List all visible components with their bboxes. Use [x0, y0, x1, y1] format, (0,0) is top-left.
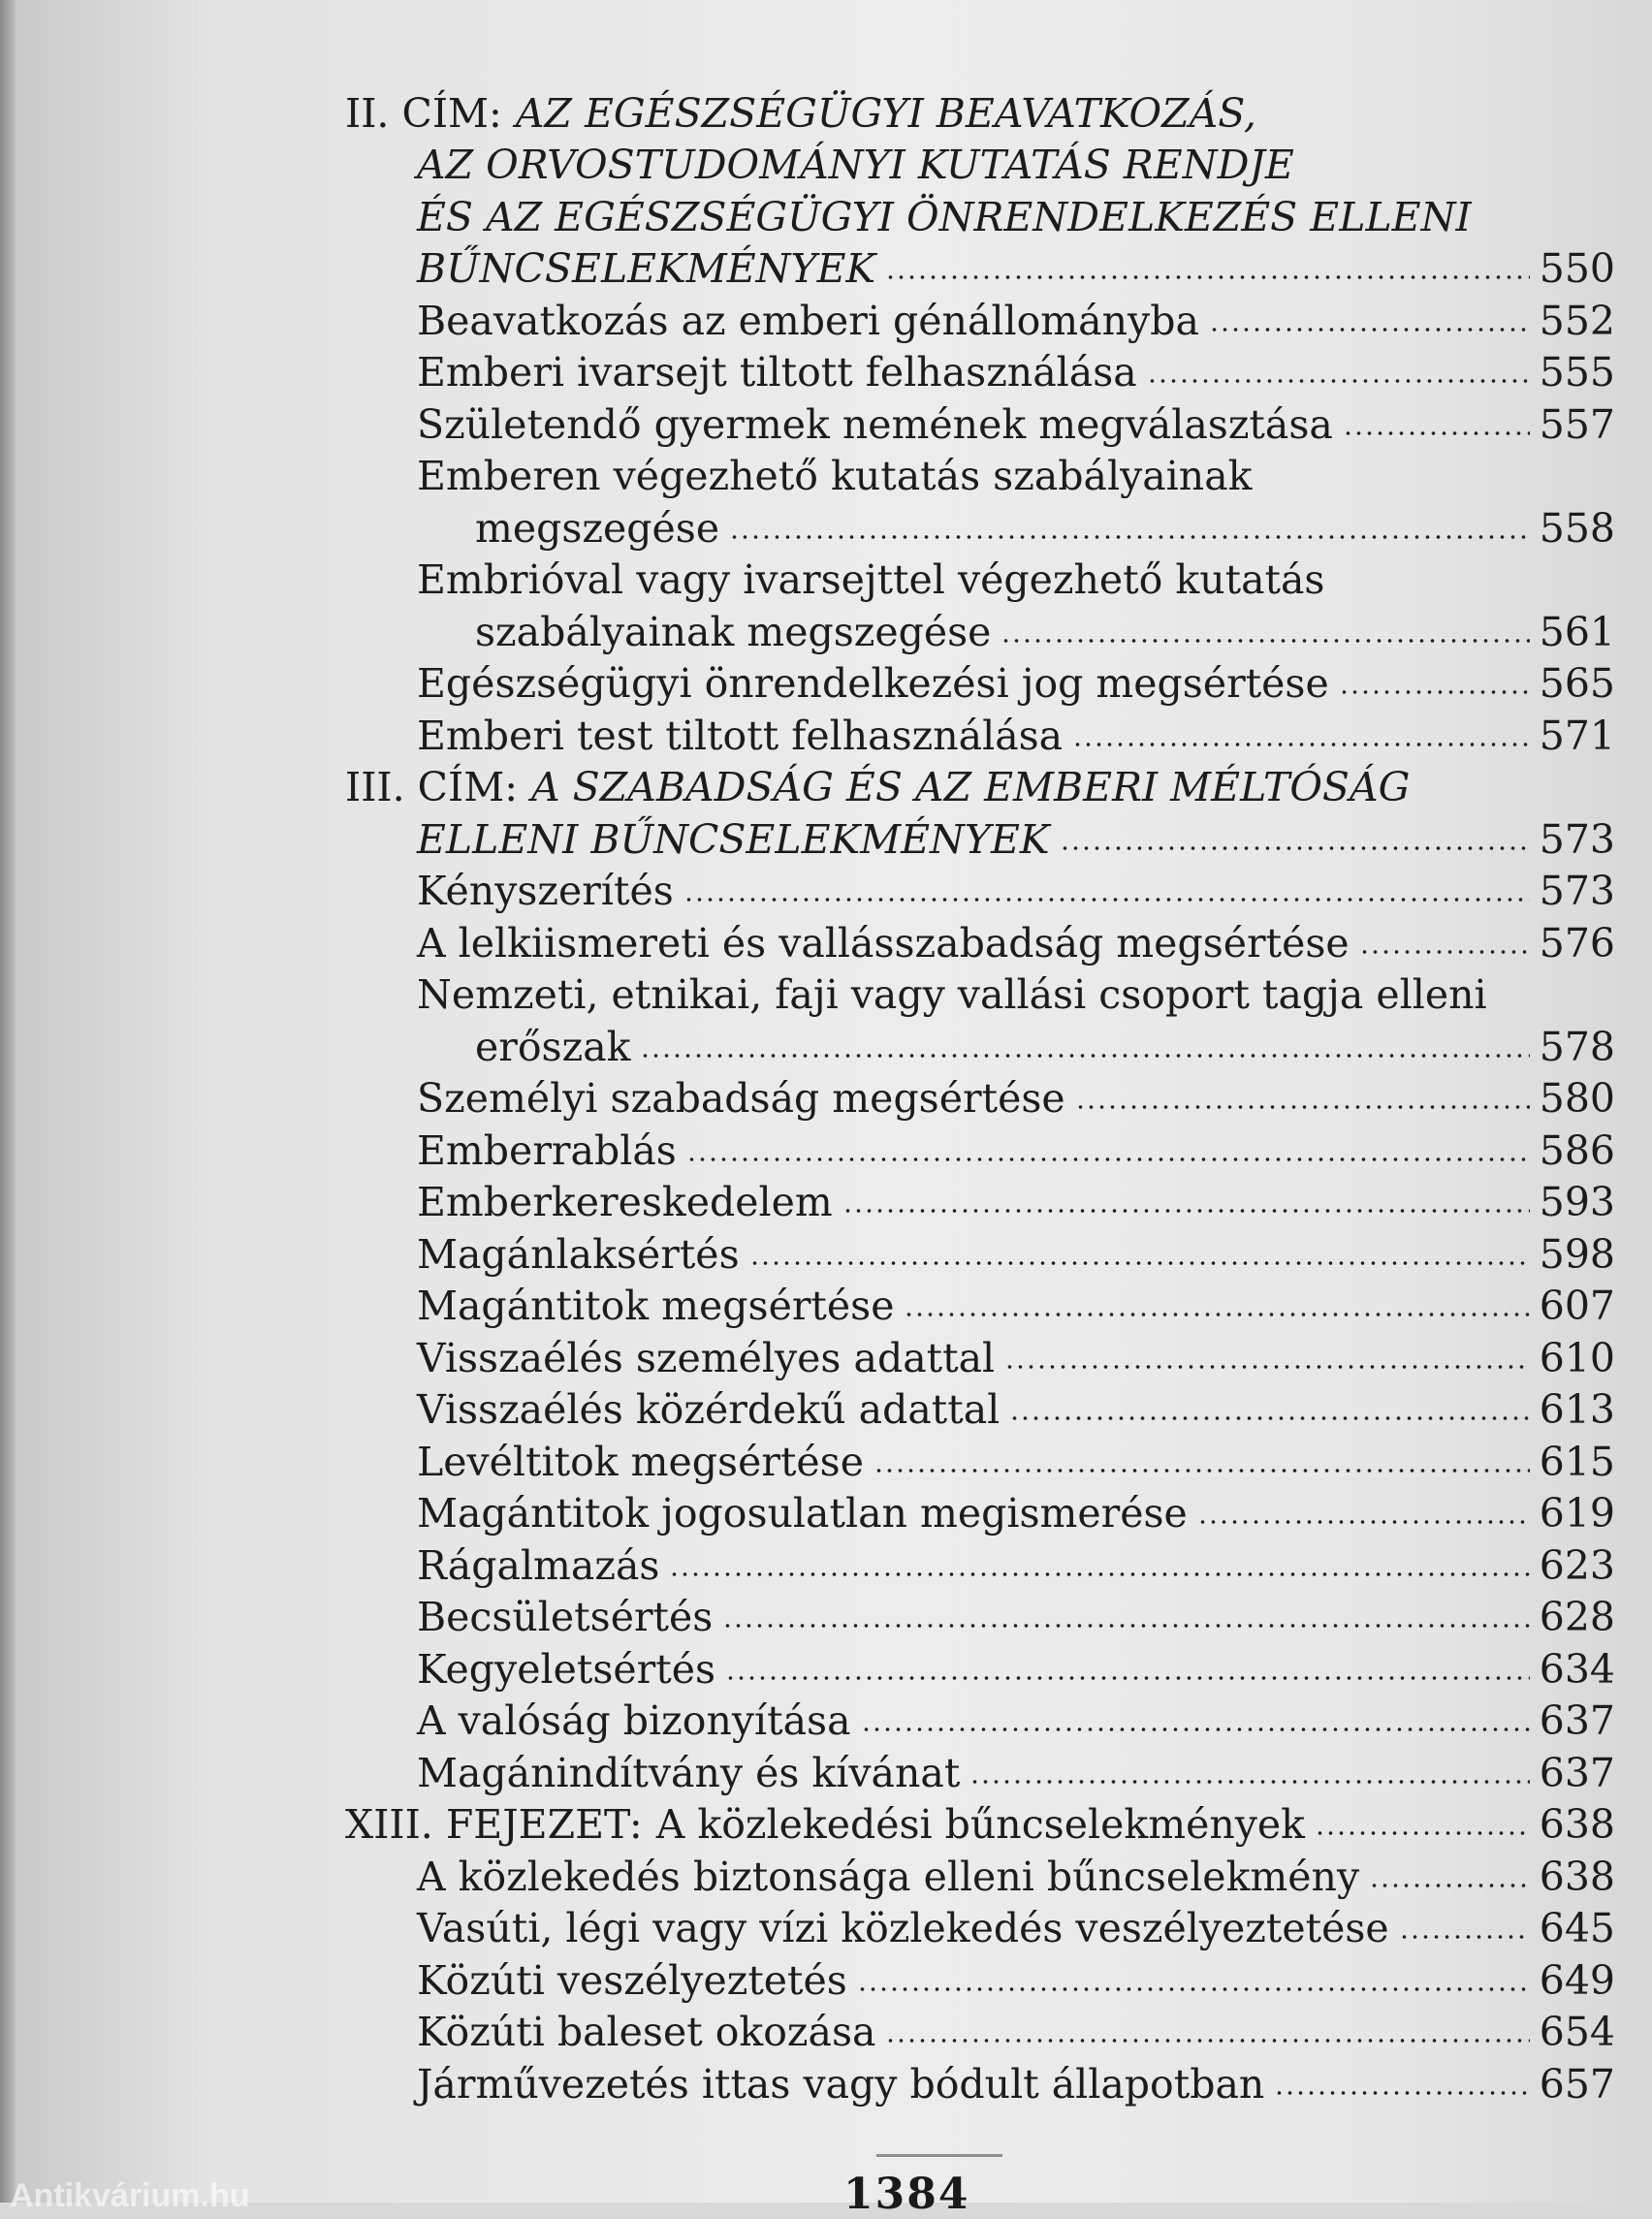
dot-leader	[1004, 1361, 1530, 1373]
toc-entry-page: 623	[1539, 1541, 1615, 1589]
toc-entry-page: 580	[1539, 1075, 1615, 1122]
toc-entry-page: 586	[1539, 1126, 1615, 1174]
toc-entry-title: erőszak	[475, 1023, 631, 1070]
toc-entry-page: 637	[1539, 1697, 1615, 1744]
toc-entry-title: A valóság bizonyítása	[417, 1697, 851, 1744]
toc-entry	[330, 1637, 1625, 1693]
toc-entry-page: 628	[1539, 1594, 1615, 1640]
toc-entry	[330, 1690, 1625, 1742]
dot-leader	[1001, 635, 1529, 647]
book-page	[16, 0, 1636, 2203]
toc-entry	[330, 1222, 1625, 1278]
toc-entry-page: 598	[1539, 1230, 1615, 1278]
toc-entry-title: A közlekedési bűncselekmények	[655, 1801, 1306, 1848]
toc-entry	[330, 911, 1625, 967]
dot-leader	[1315, 1827, 1530, 1839]
toc-entry-title: Születendő gyermek nemének megválasztása	[417, 400, 1333, 448]
footer-rule	[876, 2154, 1002, 2157]
toc-entry-page: 638	[1539, 1801, 1615, 1848]
toc-entry	[330, 1586, 1625, 1638]
toc-entry	[330, 756, 1625, 808]
dot-leader	[1072, 739, 1530, 750]
watermark: Antikvárium.hu	[10, 2177, 250, 2214]
toc-entry	[330, 2052, 1625, 2108]
dot-leader	[904, 1309, 1529, 1320]
toc-entry-title: megszegése	[475, 504, 720, 552]
dot-leader	[722, 1620, 1529, 1632]
dot-leader	[1369, 1880, 1530, 1891]
toc-entry-page: 571	[1539, 712, 1615, 759]
dot-leader	[729, 531, 1530, 543]
dot-leader	[885, 2035, 1529, 2046]
toc-entry-title: Emberi test tiltott felhasználása	[417, 712, 1064, 759]
toc-entry	[330, 1379, 1625, 1431]
dot-leader	[1343, 428, 1530, 439]
dot-leader	[842, 1205, 1530, 1217]
toc-entry-page: 555	[1539, 349, 1615, 396]
toc-entry-prefix: XIII. FEJEZET:	[345, 1801, 643, 1848]
toc-entry	[330, 393, 1625, 448]
dot-leader	[725, 1672, 1530, 1684]
dot-leader	[874, 1465, 1530, 1476]
dot-leader	[1060, 842, 1530, 854]
toc-entry-title: Emberrablás	[417, 1126, 677, 1174]
toc-entry-prefix: II. CÍM:	[345, 89, 502, 137]
toc-entry	[330, 341, 1625, 394]
toc-entry	[330, 2001, 1625, 2053]
dot-leader	[640, 1050, 1529, 1062]
toc-entry	[330, 860, 1625, 912]
toc-entry	[330, 964, 1625, 1016]
toc-entry	[330, 1482, 1625, 1535]
toc-entry-title: Becsületsértés	[417, 1594, 714, 1640]
dot-leader	[861, 1724, 1530, 1735]
toc-entry	[330, 134, 1625, 186]
toc-entry-title: Kegyeletsértés	[417, 1645, 716, 1693]
dot-leader	[1147, 375, 1530, 387]
toc-entry	[330, 185, 1625, 238]
toc-entry-title: Magánindítvány és kívánat	[417, 1749, 961, 1796]
dot-leader	[1209, 324, 1530, 335]
toc-entry-page: 638	[1539, 1853, 1615, 1900]
toc-entry-page: 565	[1539, 660, 1615, 707]
toc-entry-title: ELLENI BŰNCSELEKMÉNYEK	[417, 815, 1050, 863]
book-spine-edge	[0, 0, 16, 2203]
toc-entry-title: Egészségügyi önrendelkezési jog megsértése	[417, 660, 1329, 707]
toc-entry	[330, 1119, 1625, 1174]
toc-entry-page: 654	[1539, 2009, 1615, 2055]
toc-entry-page: 550	[1539, 245, 1615, 292]
dot-leader	[1075, 1101, 1530, 1113]
toc-entry-title: Járművezetés ittas vagy bódult állapotban	[417, 2060, 1265, 2108]
toc-entry-title: Visszaélés közérdekű adattal	[417, 1386, 1001, 1433]
toc-entry	[330, 1015, 1625, 1070]
toc-entry-title: Nemzeti, etnikai, faji vagy vallási csoport tagja elleni	[417, 971, 1487, 1018]
toc-entry-page: 613	[1539, 1386, 1615, 1433]
toc-entry-title: Vasúti, légi vagy vízi közlekedés veszélyeztetése	[417, 1905, 1389, 1951]
toc-entry-title: Közúti baleset okozása	[417, 2009, 876, 2055]
toc-entry	[330, 1793, 1625, 1846]
toc-entry-title: BŰNCSELEKMÉNYEK	[417, 245, 876, 292]
toc-entry-title: A SZABADSÁG ÉS AZ EMBERI MÉLTÓSÁG	[531, 764, 1411, 810]
toc-entry-page: 637	[1539, 1749, 1615, 1796]
toc-entry-page: 552	[1539, 297, 1615, 344]
dot-leader	[683, 894, 1530, 905]
toc-entry-title: szabályainak megszegése	[475, 608, 992, 655]
dot-leader	[1359, 946, 1530, 958]
toc-entry	[330, 704, 1625, 759]
toc-entry-title: Emberkereskedelem	[417, 1179, 833, 1225]
toc-entry-title: Magántitok megsértése	[417, 1283, 895, 1329]
dot-leader	[885, 271, 1530, 283]
dot-leader	[969, 1776, 1529, 1788]
toc-entry-title: Közúti veszélyeztetés	[417, 1956, 847, 2004]
toc-entry-title: A lelkiismereti és vallásszabadság megsértése	[417, 919, 1350, 967]
toc-entry	[330, 600, 1625, 655]
toc-entry	[330, 549, 1625, 601]
toc-entry-title: ÉS AZ EGÉSZSÉGÜGYI ÖNRENDELKEZÉS ELLENI	[417, 193, 1472, 240]
toc-entry	[330, 1741, 1625, 1796]
toc-entry	[330, 1326, 1625, 1379]
toc-entry-page: 593	[1539, 1179, 1615, 1225]
toc-entry-title: Személyi szabadság megsértése	[417, 1075, 1065, 1122]
toc-entry-prefix: III. CÍM:	[345, 764, 519, 810]
toc-entry-page: 573	[1539, 868, 1615, 914]
toc-entry	[330, 1534, 1625, 1589]
toc-entry	[330, 1897, 1625, 1950]
toc-entry-title: Magántitok jogosulatlan megismerése	[417, 1490, 1188, 1537]
dot-leader	[1399, 1931, 1530, 1943]
toc-entry-title: Visszaélés személyes adattal	[417, 1334, 996, 1381]
dot-leader	[857, 1983, 1530, 1995]
dot-leader	[749, 1257, 1530, 1269]
toc-entry-page: 649	[1539, 1956, 1615, 2004]
dot-leader	[1274, 2087, 1529, 2099]
toc-entry	[330, 1949, 1625, 2004]
toc-entry-page: 657	[1539, 2060, 1615, 2108]
toc-entry-page: 634	[1539, 1645, 1615, 1693]
toc-entry-page: 610	[1539, 1334, 1615, 1381]
toc-entry-title: Emberen végezhető kutatás szabályainak	[417, 453, 1253, 499]
toc-entry-page: 557	[1539, 400, 1615, 448]
toc-entry	[330, 808, 1625, 863]
toc-entry-title: Emberi ivarsejt tiltott felhasználása	[417, 349, 1137, 396]
toc-entry-page: 573	[1539, 815, 1615, 863]
toc-entry	[330, 238, 1625, 290]
toc-entry-page: 578	[1539, 1023, 1615, 1070]
dot-leader	[1339, 686, 1530, 698]
toc-entry	[330, 289, 1625, 344]
toc-entry-page: 619	[1539, 1490, 1615, 1537]
toc-entry	[330, 1171, 1625, 1223]
toc-entry-page: 645	[1539, 1905, 1615, 1951]
toc-entry	[330, 1067, 1625, 1120]
toc-entry-title: Magánlaksértés	[417, 1230, 740, 1278]
dot-leader	[1197, 1516, 1530, 1528]
toc-entry-page: 561	[1539, 608, 1615, 655]
toc-entry-page: 558	[1539, 504, 1615, 552]
toc-entry	[330, 445, 1625, 497]
dot-leader	[669, 1569, 1529, 1580]
toc-entry	[330, 81, 1625, 137]
dot-leader	[686, 1154, 1530, 1165]
toc-entry-page: 607	[1539, 1283, 1615, 1329]
table-of-contents	[330, 81, 1625, 2108]
toc-entry-title: A közlekedés biztonsága elleni bűncselekmény	[417, 1853, 1360, 1900]
dot-leader	[1009, 1412, 1529, 1424]
toc-entry-title: AZ EGÉSZSÉGÜGYI BEAVATKOZÁS,	[515, 89, 1256, 137]
toc-entry-title: Levéltitok megsértése	[417, 1438, 864, 1485]
toc-entry-title: AZ ORVOSTUDOMÁNYI KUTATÁS RENDJE	[417, 142, 1294, 188]
toc-entry	[330, 652, 1625, 705]
toc-entry	[330, 496, 1625, 552]
toc-entry-title: Rágalmazás	[417, 1541, 660, 1589]
toc-entry	[330, 1845, 1625, 1900]
toc-entry	[330, 1430, 1625, 1485]
toc-entry-title: Kényszerítés	[417, 868, 674, 914]
toc-entry-page: 576	[1539, 919, 1615, 967]
toc-entry-title: Embrióval vagy ivarsejttel végezhető kutatás	[417, 556, 1325, 603]
toc-entry-title: Beavatkozás az emberi génállományba	[417, 297, 1199, 344]
toc-entry	[330, 1275, 1625, 1327]
page-number: 1384	[843, 2170, 970, 2219]
toc-entry-page: 615	[1539, 1438, 1615, 1485]
